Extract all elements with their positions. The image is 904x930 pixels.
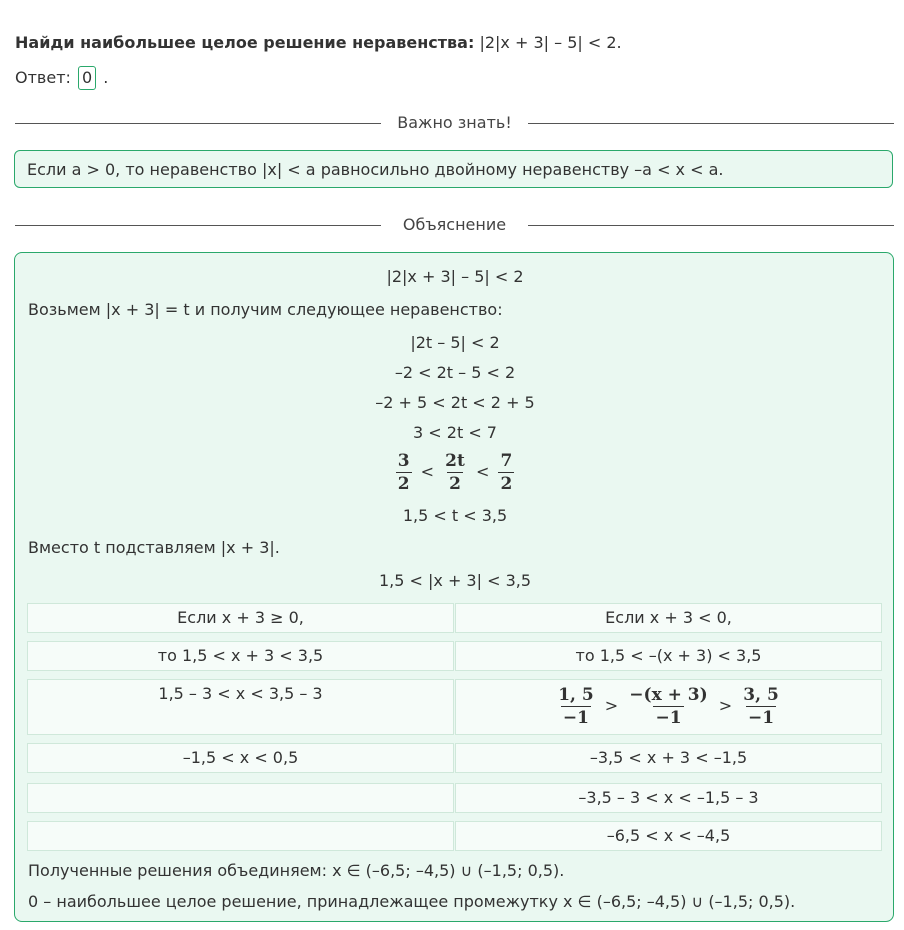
answer-suffix: . [103, 68, 109, 87]
question [15, 33, 622, 52]
important-divider [15, 113, 894, 133]
table-cell [27, 821, 454, 851]
fraction-c: $\frac{7}{2}$ [500, 451, 513, 494]
expl-eq3: –2 + 5 < 2t < 2 + 5 [375, 393, 535, 412]
expl-eq2: –2 < 2t – 5 < 2 [394, 363, 516, 382]
table-cell: –3,5 – 3 < x < –1,5 – 3 [455, 783, 882, 813]
fraction-middle: $\frac{-(x + 3)}{-1}$ [629, 685, 708, 728]
fraction-left: $\frac{1, 5}{-1}$ [558, 685, 594, 728]
table-cell: 1,5 – 3 < x < 3,5 – 3 [27, 679, 454, 735]
fraction-b: $\frac{2t}{2}$ [445, 451, 465, 494]
expl-conclusion: 0 – наибольшее целое решение, принадлежащее промежутку x ∈ (–6,5; –4,5) ∪ (–1,5; 0,5). [28, 892, 796, 911]
table-cell: Если x + 3 ≥ 0, [27, 603, 454, 633]
expl-line1: |2|x + 3| – 5| < 2 [386, 267, 524, 286]
important-box [14, 150, 893, 188]
answer-row [15, 66, 108, 90]
fraction-a: $\frac{3}{2}$ [397, 451, 410, 494]
table-cell: –1,5 < x < 0,5 [27, 743, 454, 773]
question-expression: |2|x + 3| – 5| < 2. [479, 33, 622, 52]
expl-eq5: 1,5 < t < 3,5 [402, 506, 508, 525]
expl-substitute: Вместо t подставляем |x + 3|. [28, 538, 280, 557]
expl-eq6: 1,5 < |x + 3| < 3,5 [378, 571, 532, 590]
expl-eq4: 3 < 2t < 7 [413, 423, 497, 442]
explanation-box [14, 252, 894, 922]
table-cell: –6,5 < x < –4,5 [455, 821, 882, 851]
important-title: Важно знать! [397, 113, 512, 132]
question-label: Найди наибольшее целое решение неравенства: [15, 33, 475, 52]
expl-union: Полученные решения объединяем: x ∈ (–6,5; –4,5) ∪ (–1,5; 0,5). [28, 861, 565, 880]
expl-take: Возьмем |x + 3| = t и получим следующее неравенство: [28, 300, 503, 319]
answer-label: Ответ: [15, 68, 71, 87]
table-cell: то 1,5 < –(x + 3) < 3,5 [455, 641, 882, 671]
explanation-title: Объяснение [402, 215, 507, 234]
answer-input[interactable]: 0 [78, 66, 96, 90]
table-cell-fraction: $\frac{1, 5}{-1}$ > $\frac{-(x + 3)}{-1}$ > $\frac{3, 5}{-1}$ [455, 679, 882, 735]
explanation-divider [15, 215, 894, 235]
table-cell: Если x + 3 < 0, [455, 603, 882, 633]
table-cell: то 1,5 < x + 3 < 3,5 [27, 641, 454, 671]
important-text: Если a > 0, то неравенство |x| < a равносильно двойному неравенству –a < x < a. [27, 160, 724, 179]
fraction-right: $\frac{3, 5}{-1}$ [743, 685, 779, 728]
expl-eq1: |2t – 5| < 2 [410, 333, 500, 352]
table-cell [27, 783, 454, 813]
table-cell: –3,5 < x + 3 < –1,5 [455, 743, 882, 773]
expl-fraction-row: $\frac{3}{2}$ < $\frac{2t}{2}$ < $\frac{7}{2}$ [397, 451, 513, 494]
